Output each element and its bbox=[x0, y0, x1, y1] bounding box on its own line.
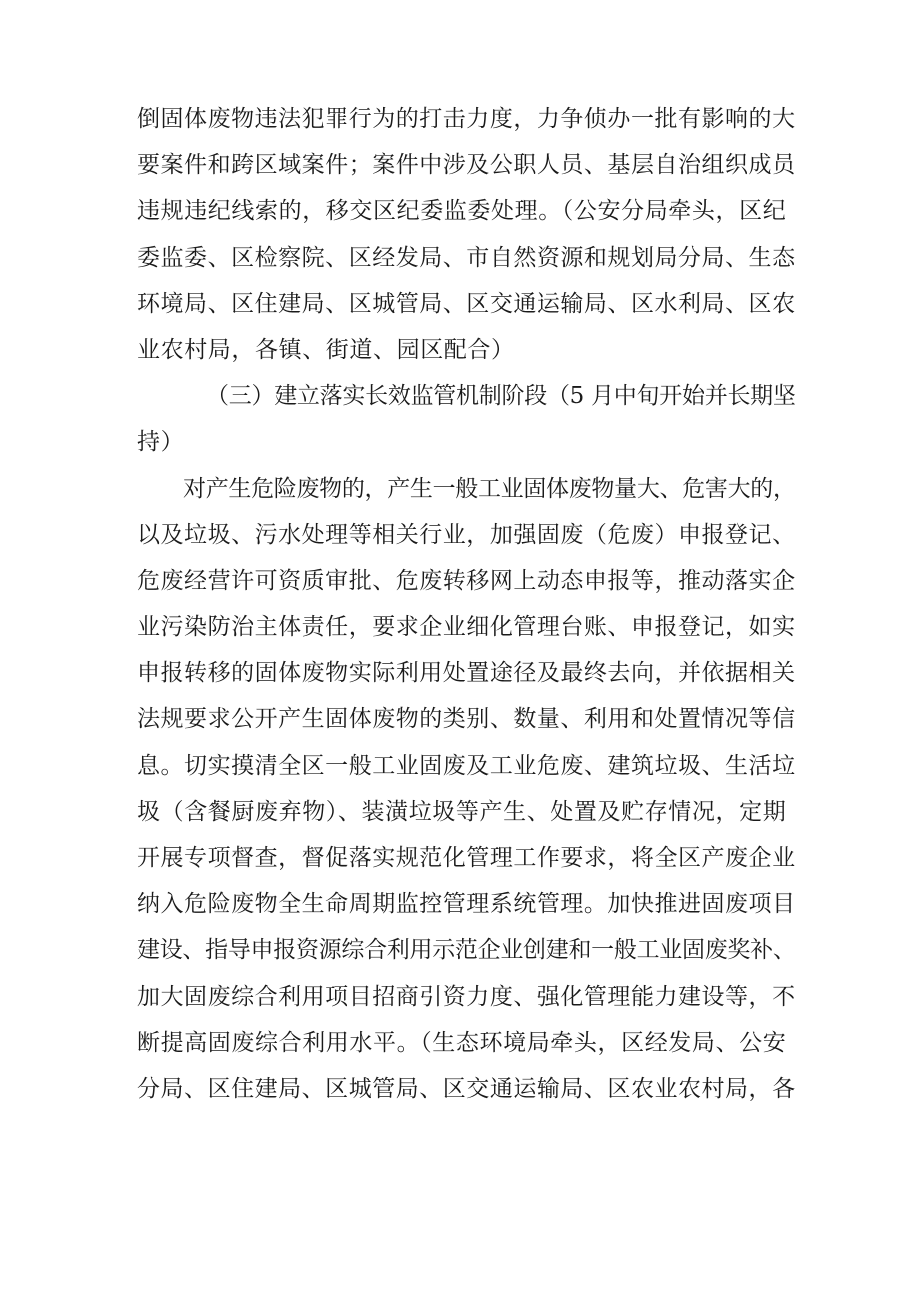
text-line: 开展专项督查，督促落实规范化管理工作要求，将全区产废企业 bbox=[137, 845, 796, 871]
text-line: 申报转移的固体废物实际利用处置途径及最终去向，并依据相关 bbox=[137, 660, 796, 687]
text-line: 息。切实摸清全区一般工业固废及工业危废、建筑垃圾、生活垃 bbox=[137, 752, 796, 779]
text-line: 建设、指导申报资源综合利用示范企业创建和一般工业固废奖补、 bbox=[137, 937, 796, 964]
text-line: 危废经营许可资质审批、危废转移网上动态申报等，推动落实企 bbox=[137, 567, 796, 594]
text-line: 业农村局，各镇、街道、园区配合） bbox=[137, 336, 515, 363]
text-line: 断提高固废综合利用水平。（生态环境局牵头，区经发局、公安 bbox=[137, 1029, 787, 1056]
text-line: 以及垃圾、污水处理等相关行业，加强固废（危废）申报登记、 bbox=[137, 521, 796, 548]
text-line: 委监委、区检察院、区经发局、市自然资源和规划局分局、生态 bbox=[137, 244, 796, 271]
text-line: 圾（含餐厨废弃物）、装潢垃圾等产生、处置及贮存情况，定期 bbox=[137, 798, 787, 825]
text-line: 要案件和跨区域案件；案件中涉及公职人员、基层自治组织成员 bbox=[137, 152, 796, 179]
text-line: 加大固废综合利用项目招商引资力度、强化管理能力建设等，不 bbox=[137, 983, 796, 1010]
section-heading: （三）建立落实长效监管机制阶段（5 月中旬开始并长期坚 bbox=[206, 383, 796, 410]
text-line: 分局、区住建局、区城管局、区交通运输局、区农业农村局，各 bbox=[137, 1075, 796, 1102]
text-line: 纳入危险废物全生命周期监控管理系统管理。加快推进固废项目 bbox=[137, 891, 796, 918]
text-line: 业污染防治主体责任，要求企业细化管理台账、申报登记，如实 bbox=[137, 614, 796, 641]
section-heading-continued: 持） bbox=[137, 429, 185, 456]
text-line: 倒固体废物违法犯罪行为的打击力度，力争侦办一批有影响的大 bbox=[137, 106, 796, 132]
body-text bbox=[137, 96, 797, 1112]
text-line: 违规违纪线索的，移交区纪委监委处理。（公安分局牵头，区纪 bbox=[137, 198, 787, 225]
text-line: 法规要求公开产生固体废物的类别、数量、利用和处置情况等信 bbox=[137, 706, 796, 733]
text-line: 环境局、区住建局、区城管局、区交通运输局、区水利局、区农 bbox=[137, 290, 796, 317]
paragraph-start: 对产生危险废物的，产生一般工业固体废物量大、危害大的， bbox=[183, 475, 796, 502]
